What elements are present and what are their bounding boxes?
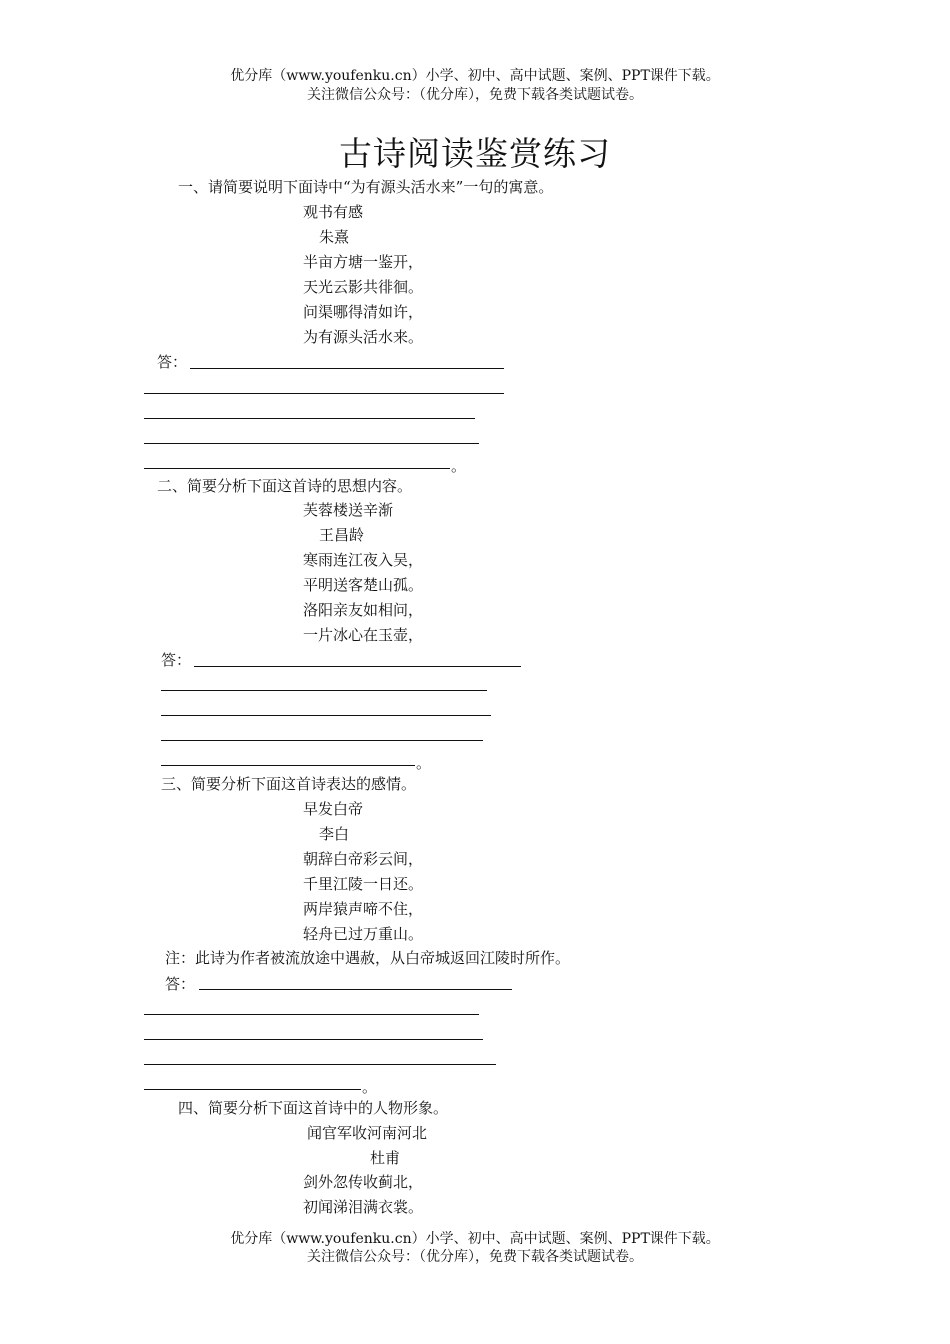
q3-poem-line: 轻舟已过万重山。: [303, 925, 424, 943]
q4-poem-line: 剑外忽传收蓟北，: [303, 1173, 424, 1191]
q2-answer-line[interactable]: [161, 690, 487, 691]
q2-answer-line[interactable]: [161, 740, 483, 741]
q2-poem-line: 寒雨连江夜入吴，: [303, 551, 424, 569]
q2-poem-line: 一片冰心在玉壶，: [303, 626, 424, 644]
q1-end-mark: 。: [451, 457, 467, 475]
q1-poem-line: 问渠哪得清如许，: [303, 303, 424, 321]
q4-prompt: 四、简要分析下面这首诗中的人物形象。: [178, 1099, 449, 1117]
q3-end-mark: 。: [362, 1078, 378, 1096]
q3-poem-line: 千里江陵一日还。: [303, 875, 424, 893]
q3-prompt: 三、简要分析下面这首诗表达的感情。: [161, 775, 417, 793]
page-title: 古诗阅读鉴赏练习: [339, 134, 611, 173]
q3-answer-line[interactable]: [199, 989, 512, 990]
q3-answer-line[interactable]: [144, 1039, 483, 1040]
q4-poem-title: 闻官军收河南河北: [307, 1124, 428, 1142]
q1-answer-line[interactable]: [144, 443, 479, 444]
q1-answer-line[interactable]: [190, 368, 504, 369]
q2-end-mark: 。: [416, 754, 432, 772]
q1-answer-line[interactable]: [144, 418, 475, 419]
q2-answer-line[interactable]: [161, 715, 491, 716]
header-line-1: 优分库（www.youfenku.cn）小学、初中、高中试题、案例、PPT课件下载。: [230, 68, 720, 84]
header-line-2: 关注微信公众号：（优分库），免费下载各类试题试卷。: [307, 87, 643, 103]
q1-answer-label: 答：: [157, 353, 188, 371]
footer-line-2: 关注微信公众号：（优分库），免费下载各类试题试卷。: [307, 1249, 643, 1265]
q2-poem-line: 洛阳亲友如相问，: [303, 601, 424, 619]
q1-poem-title: 观书有感: [303, 203, 364, 221]
q2-prompt: 二、简要分析下面这首诗的思想内容。: [157, 477, 413, 495]
q1-answer-line[interactable]: [144, 393, 504, 394]
q2-answer-label: 答：: [161, 651, 192, 669]
q3-answer-line[interactable]: [144, 1064, 496, 1065]
q3-author: 李白: [319, 825, 350, 843]
q3-poem-line: 朝辞白帝彩云间，: [303, 850, 424, 868]
q3-answer-line[interactable]: [144, 1089, 361, 1090]
q1-answer-line[interactable]: [144, 468, 450, 469]
q2-answer-line[interactable]: [194, 666, 521, 667]
q3-answer-label: 答：: [165, 975, 196, 993]
footer-line-1: 优分库（www.youfenku.cn）小学、初中、高中试题、案例、PPT课件下载。: [230, 1231, 720, 1247]
q4-poem-line: 初闻涕泪满衣裳。: [303, 1198, 424, 1216]
q1-poem-line: 为有源头活水来。: [303, 328, 424, 346]
q2-author: 王昌龄: [319, 526, 365, 544]
q2-poem-line: 平明送客楚山孤。: [303, 576, 424, 594]
q3-poem-line: 两岸猿声啼不住，: [303, 900, 424, 918]
q2-answer-line[interactable]: [161, 765, 415, 766]
q2-poem-title: 芙蓉楼送辛渐: [303, 501, 394, 519]
q1-prompt: 一、请简要说明下面诗中“为有源头活水来”一句的寓意。: [178, 178, 554, 196]
q1-poem-line: 半亩方塘一鉴开，: [303, 253, 424, 271]
q1-poem-line: 天光云影共徘徊。: [303, 278, 424, 296]
q4-author: 杜甫: [370, 1149, 401, 1167]
q3-note: 注：此诗为作者被流放途中遇赦，从白帝城返回江陵时所作。: [165, 949, 571, 967]
q3-answer-line[interactable]: [144, 1014, 479, 1015]
q3-poem-title: 早发白帝: [303, 800, 364, 818]
q1-author: 朱熹: [319, 228, 350, 246]
